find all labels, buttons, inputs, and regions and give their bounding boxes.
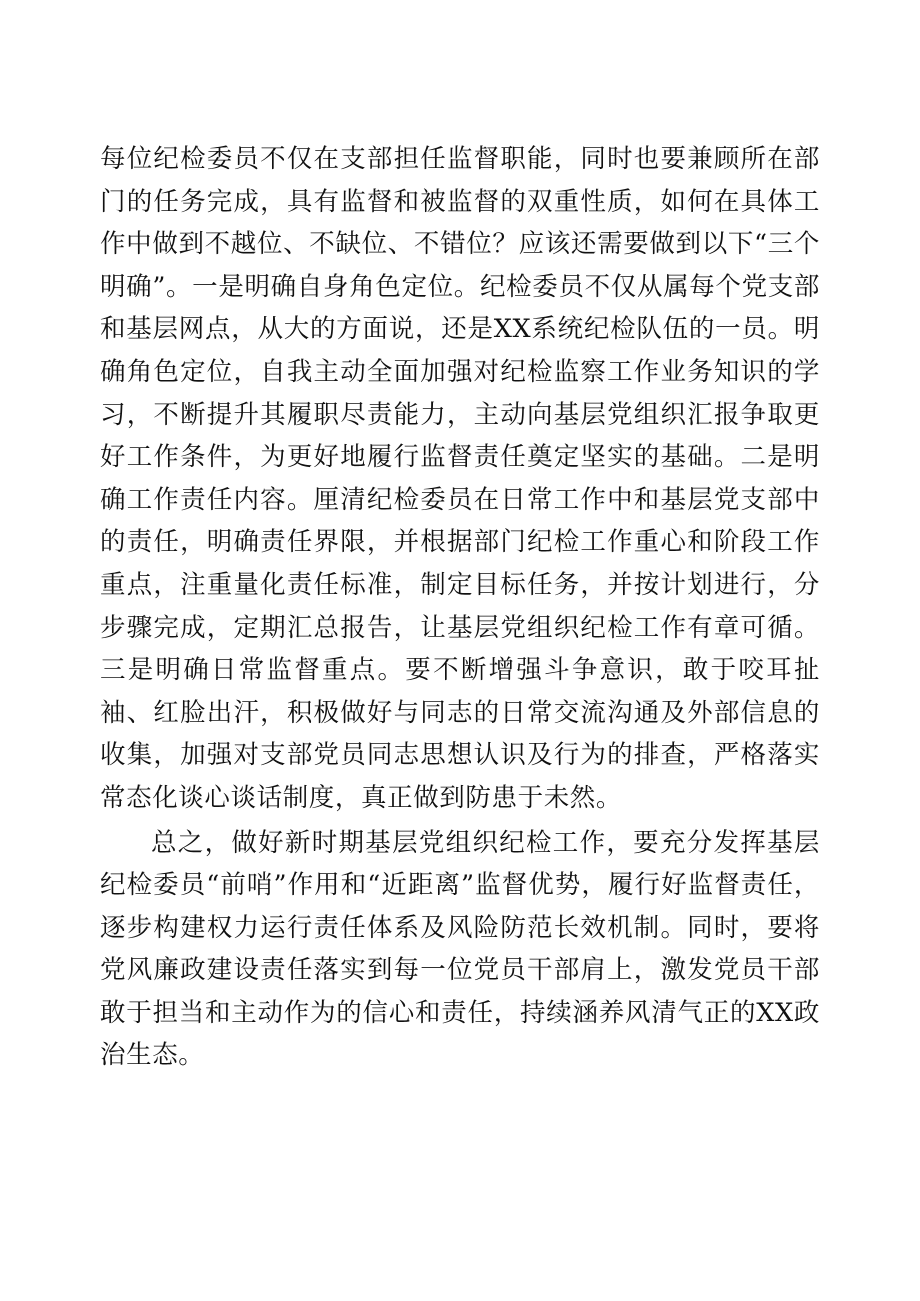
paragraph-1: 每位纪检委员不仅在支部担任监督职能，同时也要兼顾所在部门的任务完成，具有监督和被监督的双重性质，如何在具体工作中做到不越位、不缺位、不错位？应该还需要做到以下“三个明确”。一是明确自身角色定位。纪检委员不仅从属每个党支部和基层网点，从大的方面说，还是XX系统纪检队伍的一员。明确角色定位，自我主动全面加强对纪检监察工作业务知识的学习，不断提升其履职尽责能力，主动向基层党组织汇报争取更好工作条件，为更好地履行监督责任奠定坚实的基础。二是明确工作责任内容。厘清纪检委员在日常工作中和基层党支部中的责任，明确责任界限，并根据部门纪检工作重心和阶段工作重点，注重量化责任标准，制定目标任务，并按计划进行，分步骤完成，定期汇总报告，让基层党组织纪检工作有章可循。三是明确日常监督重点。要不断增强斗争意识，敢于咬耳扯袖、红脸出汗，积极做好与同志的日常交流沟通及外部信息的收集，加强对支部党员同志思想认识及行为的排查，严格落实常态化谈心谈话制度，真正做到防患于未然。 <box>100 144 820 813</box>
document-body <box>100 138 820 1077</box>
paragraph-2: 总之，做好新时期基层党组织纪检工作，要充分发挥基层纪检委员“前哨”作用和“近距离”监督优势，履行好监督责任，逐步构建权力运行责任体系及风险防范长效机制。同时，要将党风廉政建设责任落实到每一位党员干部肩上，激发党员干部敢于担当和主动作为的信心和责任，持续涵养风清气正的XX政治生态。 <box>100 827 820 1071</box>
